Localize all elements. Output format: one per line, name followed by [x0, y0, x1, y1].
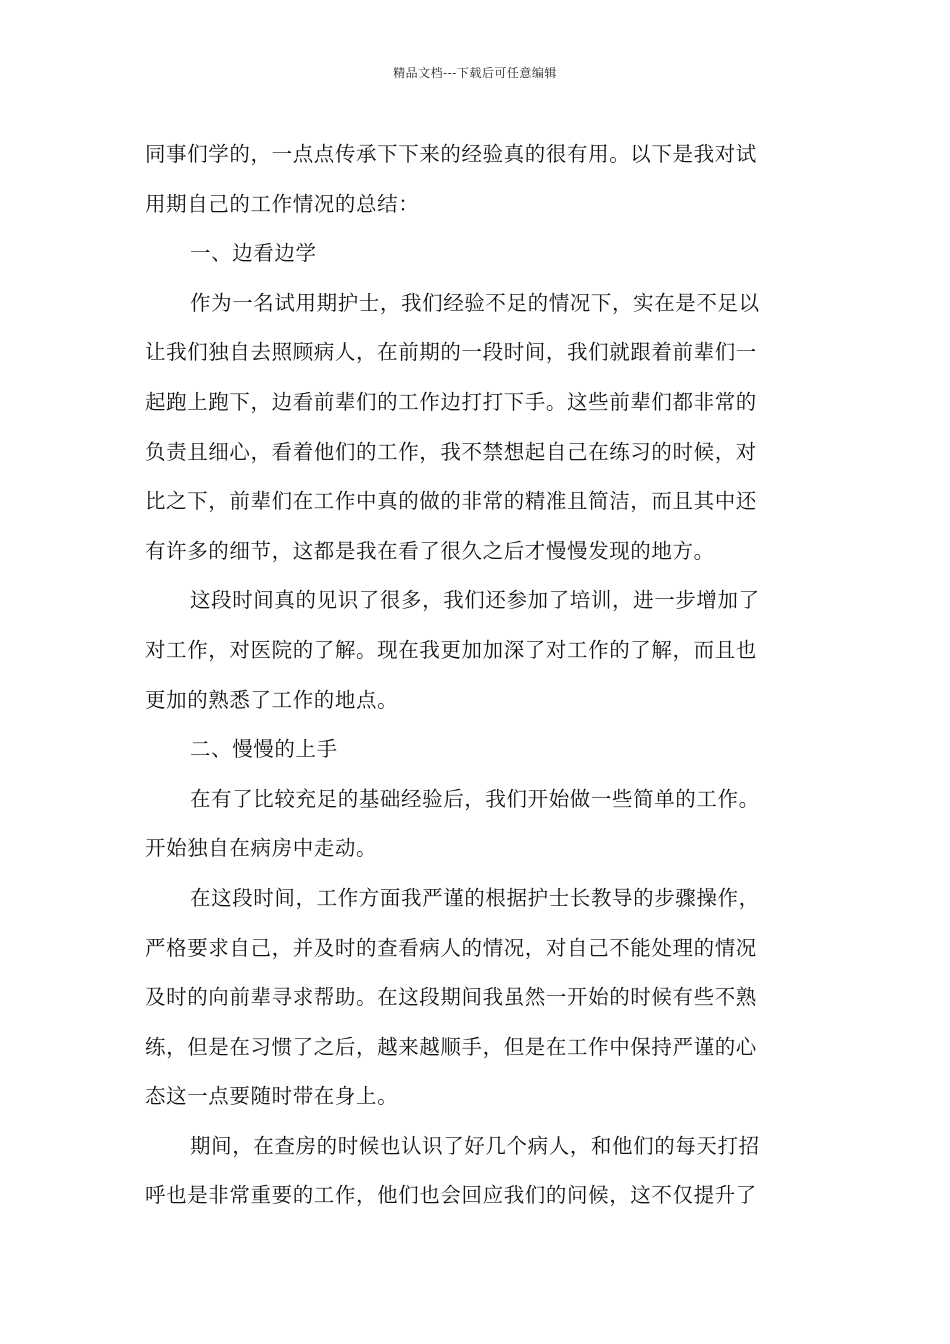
- text-line: 对工作，对医院的了解。现在我更加加深了对工作的了解，而且也: [145, 637, 757, 662]
- text-line: 有许多的细节，这都是我在看了很久之后才慢慢发现的地方。: [145, 538, 715, 563]
- text-line: 这段时间真的见识了很多，我们还参加了培训，进一步增加了: [190, 588, 760, 613]
- text-line: 态这一点要随时带在身上。: [145, 1084, 399, 1109]
- text-line: 在这段时间，工作方面我严谨的根据护士长教导的步骤操作，: [190, 885, 760, 910]
- text-line: 及时的向前辈寻求帮助。在这段期间我虽然一开始的时候有些不熟: [145, 985, 757, 1010]
- text-line: 在有了比较充足的基础经验后，我们开始做一些简单的工作。: [190, 786, 760, 811]
- section-heading: 一、边看边学: [190, 241, 317, 266]
- document-body: [145, 130, 805, 1221]
- text-line: 呼也是非常重要的工作，他们也会回应我们的问候，这不仅提升了: [145, 1183, 757, 1208]
- text-line: 严格要求自己，并及时的查看病人的情况，对自己不能处理的情况: [145, 935, 757, 960]
- text-line: 练，但是在习惯了之后，越来越顺手，但是在工作中保持严谨的心: [145, 1034, 757, 1059]
- page-header: 精品文档---下载后可任意编辑: [393, 66, 557, 80]
- text-line: 同事们学的，一点点传承下下来的经验真的很有用。以下是我对试: [145, 142, 757, 166]
- text-line: 负责且细心，看着他们的工作，我不禁想起自己在练习的时候，对: [145, 439, 757, 464]
- text-line: 用期自己的工作情况的总结：: [145, 191, 420, 216]
- text-line: 更加的熟悉了工作的地点。: [145, 687, 399, 712]
- text-line: 期间，在查房的时候也认识了好几个病人，和他们的每天打招: [190, 1133, 760, 1158]
- text-line: 让我们独自去照顾病人，在前期的一段时间，我们就跟着前辈们一: [145, 340, 757, 365]
- text-line: 起跑上跑下，边看前辈们的工作边打打下手。这些前辈们都非常的: [145, 389, 757, 414]
- section-heading: 二、慢慢的上手: [190, 737, 338, 762]
- text-line: 开始独自在病房中走动。: [145, 836, 378, 861]
- text-line: 作为一名试用期护士，我们经验不足的情况下，实在是不足以: [190, 290, 760, 315]
- text-line: 比之下，前辈们在工作中真的做的非常的精准且简洁，而且其中还: [145, 489, 757, 514]
